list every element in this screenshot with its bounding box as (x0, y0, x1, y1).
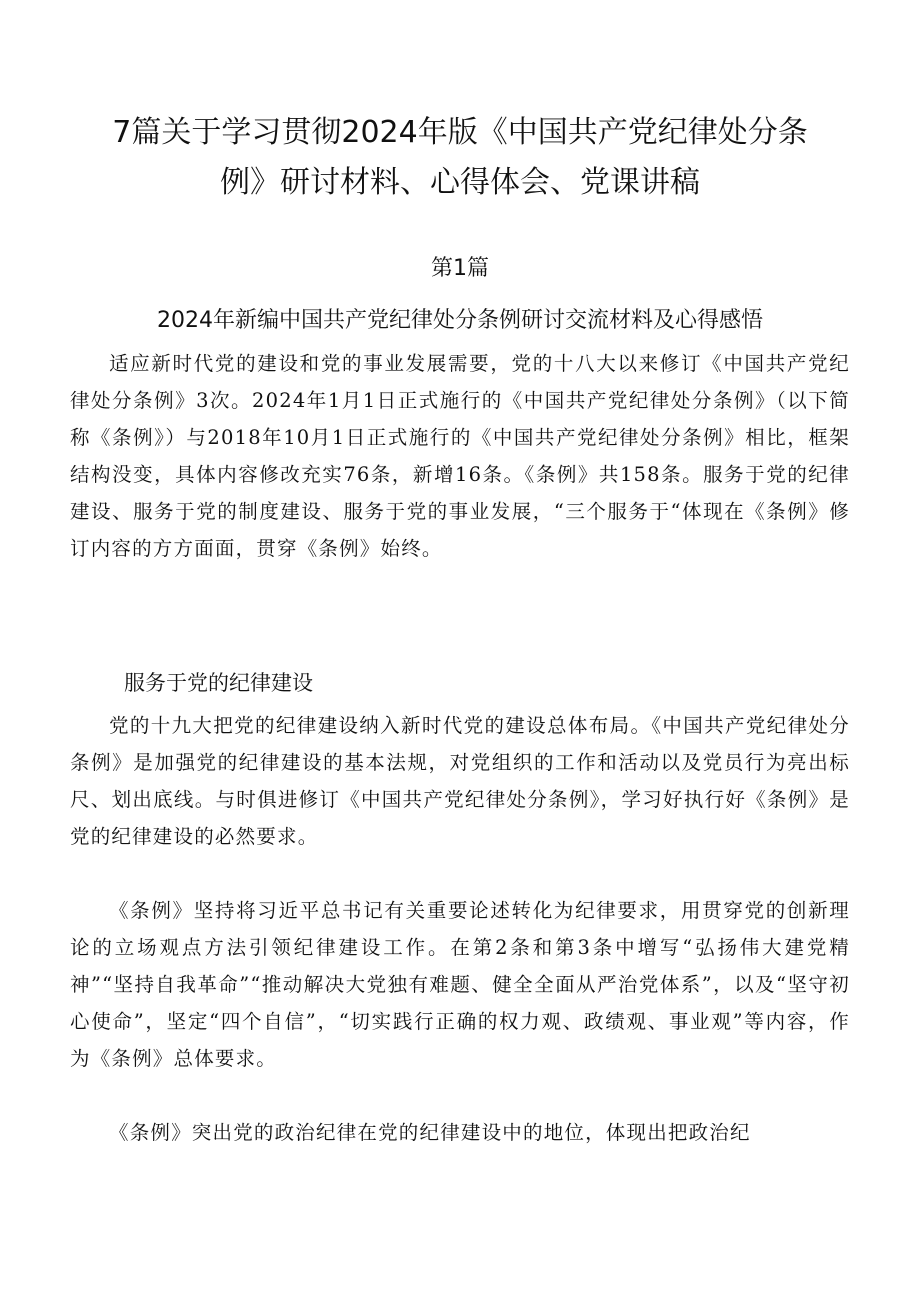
document-title-line-1: 7篇关于学习贯彻2024年版《中国共产党纪律处分条 (112, 115, 808, 150)
document-title-line-2: 例》研讨材料、心得体会、党课讲稿 (220, 165, 700, 200)
body-paragraph-1: 适应新时代党的建设和党的事业发展需要，党的十八大以来修订《中国共产党纪律处分条例》3次。2024年1月1日正式施行的《中国共产党纪律处分条例》（以下简称《条例》）与2018年10月1日正式施行的《中国共产党纪律处分条例》相比，框架结构没变，具体内容修改充实76条，新增16条。《条例》共158条。服务于党的纪律建设、服务于党的制度建设、服务于党的事业发展，“三个服务于“体现在《条例》修订内容的方方面面，贯穿《条例》始终。 (70, 352, 850, 560)
document-title (70, 108, 850, 208)
body-paragraph-3: 《条例》坚持将习近平总书记有关重要论述转化为纪律要求，用贯穿党的创新理论的立场观点方法引领纪律建设工作。在第2条和第3条中增写“弘扬伟大建党精神”“坚持自我革命”“推动解决大党独有难题、健全全面从严治党体系”，以及“坚守初心使命”，坚定“四个自信”，“切实践行正确的权力观、政绩观、事业观”等内容，作为《条例》总体要求。 (70, 899, 850, 1070)
section-title: 2024年新编中国共产党纪律处分条例研讨交流材料及心得感悟 (157, 308, 763, 333)
body-paragraph-2: 党的十九大把党的纪律建设纳入新时代党的建设总体布局。《中国共产党纪律处分条例》是加强党的纪律建设的基本法规，对党组织的工作和活动以及党员行为亮出标尺、划出底线。与时俱进修订《中国共产党纪律处分条例》，学习好执行好《条例》是党的纪律建设的必然要求。 (70, 714, 850, 848)
body-paragraph-4: 《条例》突出党的政治纪律在党的纪律建设中的地位，体现出把政治纪 (109, 1121, 751, 1144)
subheading-discipline-building: 服务于党的纪律建设 (124, 671, 313, 695)
section-label: 第1篇 (431, 256, 489, 281)
